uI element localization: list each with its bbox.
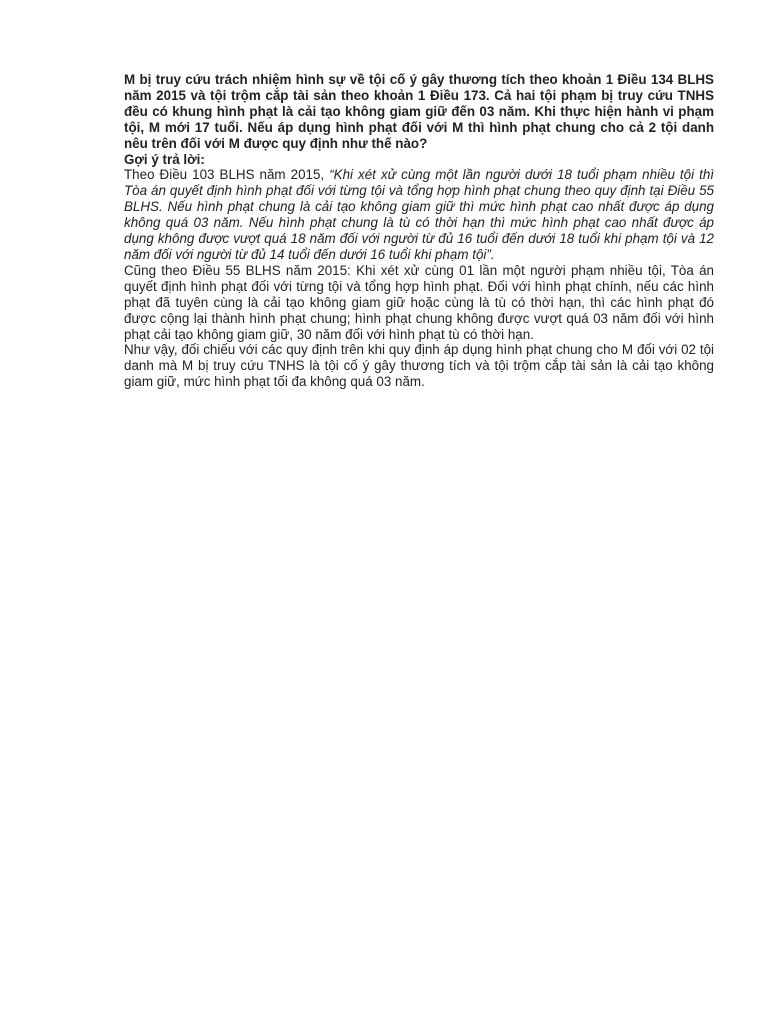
hint-heading: Gợi ý trả lời:: [124, 151, 205, 167]
quoted-article-103: “Khi xét xử cùng một lần người dưới 18 tuổi phạm nhiều tội thì Tòa án quyết định hình phạt đối với từng tội và tổng hợp hình phạt chung theo quy định tại Điều 55 BLHS. Nếu hình phạt chung là cải tạo không giam giữ thì mức hình phạt cao nhất được áp dụng không quá 03 năm. Nếu hình phạt chung là tù có thời hạn thì mức hình phạt cao nhất được áp dụng không được vượt quá 18 năm đối với người từ đủ 16 tuổi đến dưới 18 tuổi khi phạm tội và 12 năm đối với người từ đủ 14 tuổi đến dưới 16 tuổi khi phạm tội”.: [124, 167, 715, 262]
paragraph-intro: Theo Điều 103 BLHS năm 2015,: [124, 167, 330, 183]
paragraph-article-55: Cũng theo Điều 55 BLHS năm 2015: Khi xét xử cùng 01 lần một người phạm nhiều tội, Tòa án quyết định hình phạt đối với từng tội và tổng hợp hình phạt. Đối với hình phạt chính, nếu các hình phạt đã tuyên cùng là cải tạo không giam giữ hoặc cùng là tù có thời hạn, thì các hình phạt đó được cộng lại thành hình phạt chung; hình phạt chung không được vượt quá 03 năm đối với hình phạt cải tạo không giam giữ, 30 năm đối với hình phạt tù có thời hạn.: [124, 262, 714, 342]
document-body: [124, 72, 714, 390]
paragraph-article-103: [124, 167, 714, 262]
question-text: M bị truy cứu trách nhiệm hình sự về tội cố ý gây thương tích theo khoản 1 Điều 134 BLHS năm 2015 và tội trộm cắp tài sản theo khoản 1 Điều 173. Cả hai tội phạm bị truy cứu TNHS đều có khung hình phạt là cải tạo không giam giữ đến 03 năm. Khi thực hiện hành vi phạm tội, M mới 17 tuổi. Nếu áp dụng hình phạt đối với M thì hình phạt chung cho cả 2 tội danh nêu trên đối với M được quy định như thế nào?: [124, 72, 714, 151]
paragraph-conclusion: Như vậy, đối chiếu với các quy định trên khi quy định áp dụng hình phạt chung cho M đối với 02 tội danh mà M bị truy cứu TNHS là tội cố ý gây thương tích và tội trộm cắp tài sản là cải tạo không giam giữ, mức hình phạt tối đa không quá 03 năm.: [124, 342, 714, 390]
